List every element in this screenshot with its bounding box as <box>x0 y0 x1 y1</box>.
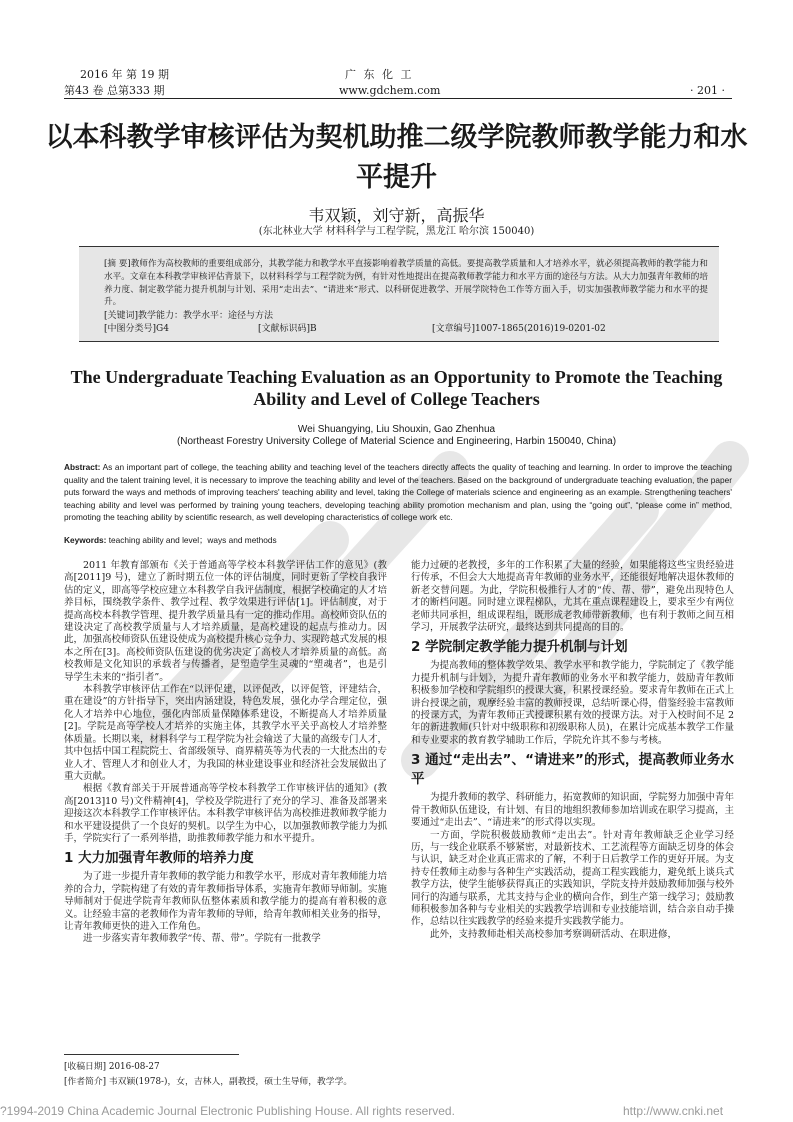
body-paragraph: 根据《教育部关于开展普通高等学校本科教学工作审核评估的通知》(教高[2013]10 号)文件精神[4]，学校及学院进行了充分的学习、准备及部署来迎接这次本科教学工作审核评估。本科教学审核评估为高校推进教师教学能力和水平建设提供了一个良好的契机。以学生为中心，以加强教师教学能力为抓手，学院实行了一系列举措，助推教师教学能力和水平提升。 <box>64 783 388 844</box>
author-bio: [作者简介] 韦双颖(1978-)，女，吉林人，副教授，硕士生导师，教学学。 <box>64 1077 353 1087</box>
body-paragraph: 2011 年教育部颁布《关于普通高等学校本科教学评估工作的意见》(教高[2011]9 号)，建立了新时期五位一体的评估制度，同时更新了学校自我评估的定义，即高等学校应建立本科教学自我评估制度，根据学校确定的人才培养目标，围绕教学条件、教学过程、教学效果进行评估[1]。评估制度，对于提高高校本科教学管理、提升教学质量具有一定的推动作用。高校师资队伍的建设决定了高校教学质量与人才培养质量，是高校建设的起点与推动力。因此，加强高校师资队伍建设使成为高校提升核心竞争力、实现跨越式发展的根本之所在[3]。高校师资队伍建设的优劣决定了高校人才培养质量的高低。高校教师是文化知识的承载者与传播者，是塑造学生灵魂的“塑魂者”，也是引导学生未来的“指引者”。 <box>64 560 388 683</box>
body-paragraph: 本科教学审核评估工作在“以评促建，以评促改，以评促管，评建结合，重在建设”的方针指导下，突出内涵建设，特色发展，强化办学合理定位，强化人才培养中心地位，强化内部质量保障体系建设，不断提高人才培养质量[2]。学院是高等学校人才培养的实施主体，其教学水平关乎高校人才培养整体质量。长期以来，材料科学与工程学院为社会输送了大量的高级专门人才，其中包括中国工程院院士、省部级领导、商界精英等为代表的一大批杰出的专业人才、管理人才和创业人才，为我国的林业建设事业和经济社会发展做出了重大贡献。 <box>64 684 388 782</box>
section-1-heading: 1 大力加强青年教师的培养力度 <box>64 850 254 867</box>
copyright-bar <box>0 1104 793 1120</box>
authors-chinese: 韦双颖，刘守新，高振华 <box>308 206 485 225</box>
abstract-english <box>64 461 732 524</box>
keywords-english <box>64 534 277 546</box>
article-number: [文章编号]1007-1865(2016)19-0201-02 <box>432 324 606 334</box>
document-code: [文献标识码]B <box>258 324 317 334</box>
body-column-left <box>64 560 387 946</box>
classification-number: [中图分类号]G4 <box>104 324 169 334</box>
copyright-notice: ?1994-2019 China Academic Journal Electronic Publishing House. All rights reserved. <box>0 1104 455 1118</box>
body-paragraph: 为提升教师的教学、科研能力，拓宽教师的知识面，学院努力加强中青年骨干教师队伍建设，有计划、有目的地组织教师参加培训或在职学习提高，主要通过“走出去”、“请进来”的形式得以实现。 <box>411 792 735 829</box>
body-paragraph: 进一步落实青年教师教学“传、帮、带”。学院有一批教学 <box>83 933 321 945</box>
affiliation-english: (Northeast Forestry University College of Material Science and Engineering, Harbin 150040, China) <box>176 436 617 447</box>
body-paragraph: 此外，支持教师赴相关高校参加考察调研活动、在职进修， <box>430 928 678 940</box>
keywords-chinese: [关键词]教学能力：教学水平：途径与方法 <box>104 311 274 321</box>
footnote-divider <box>64 1054 239 1055</box>
body-paragraph: 为提高教师的整体教学效果、教学水平和教学能力，学院制定了《教学能力提升机制与计划》，为提升青年教师的业务水平和教学能力，鼓励青年教师积极参加学校和学院组织的授课大赛，积累授课经验。要求青年教师在正式上讲台授课之前，观摩经验丰富的教师授课，总结听课心得，借鉴经验丰富教师的授课方式，为青年教师正式授课积累有效的授课方法。对于入校时间不足 2 年的新进教师(只针对中级职称和初级职称人员)，在累计完成基本教学工作量和专业要求的教育教学辅助工作后，学院允许其不参与考核。 <box>411 660 735 746</box>
received-date: [收稿日期] 2016-08-27 <box>64 1062 160 1072</box>
body-column-right <box>411 560 734 941</box>
title-english: The Undergraduate Teaching Evaluation as an Opportunity to Promote the Teaching Ability and Level of College Teachers <box>70 367 723 409</box>
abstract-english-text: As an important part of college, the teaching ability and teaching level of the teachers directly affects the quality of teaching and learning. In order to improve the teaching quality and the talent training level, it is necessary to improve the teaching ability and level of the teachers. Based on the background of undergraduate teaching evaluation, the paper puts forward the ways and methods of improving teachers' teaching ability and level, taking the College of materials science and engineering as an example. Strengthening teachers' teaching ability and level was performed by training young teachers, developing teaching ability promotion mechanism and plan, using the “going out”, “please come in” method, promoting the teaching ability by scientific research, as well developing characteristics of college work etc. <box>64 462 732 522</box>
title-chinese: 以本科教学审核评估为契机助推二级学院教师教学能力和水平提升 <box>45 122 748 193</box>
page-number: · 201 · <box>690 84 725 97</box>
affiliation-chinese: (东北林业大学 材料科学与工程学院，黑龙江 哈尔滨 150040) <box>258 226 535 237</box>
issue-info: 2016 年 第 19 期 <box>80 68 169 81</box>
volume-info: 第43 卷 总第333 期 <box>64 84 165 97</box>
section-2-heading: 2 学院制定教学能力提升机制与计划 <box>411 639 628 656</box>
authors-english: Wei Shuangying, Liu Shouxin, Gao Zhenhua <box>297 424 496 435</box>
keywords-label: Keywords: <box>64 535 107 545</box>
body-paragraph: 一方面，学院积极鼓励教师“走出去”。针对青年教师缺乏企业学习经历，与一线企业联系不够紧密，对最新技术、工艺流程等方面缺乏切身的体会与认识，缺乏对企业真正需求的了解，不利于日后教学工作的更好开展。为支持专任教师主动参与各种生产实践活动，提高工程实践能力，避免纸上谈兵式教学方法，使学生能够获得真正的实践知识，学院支持并鼓励教师加强与校外同行的沟通与联系，尤其支持与企业的横向合作，到生产第一线学习；鼓励教师积极参加各种与专业相关的实践教学培训和专业技能培训，结合亲自动手操作，总结以往实践教学的经验来提升实践教学能力。 <box>411 829 735 928</box>
header-divider <box>64 98 732 99</box>
body-paragraph: 能力过硬的老教授，多年的工作积累了大量的经验，如果能将这些宝贵经验进行传承，不但会大大地提高青年教师的业务水平，还能很好地解决退休教师的新老交替问题。为此，学院积极推行人才的“传、帮、带”，避免出现特色人才的断档问题。同时建立课程梯队，尤其在重点课程建设上，要求至少有两位老师共同承担，组成课程组，既形成老教师带新教师，也有利于教师之间互相学习，开展教学法研究，最终达到共同提高的目的。 <box>411 560 735 634</box>
journal-name: 广 东 化 工 <box>345 68 414 81</box>
body-paragraph: 为了进一步提升青年教师的教学能力和教学水平，形成对青年教师能力培养的合力，学院构建了有效的青年教师指导体系，实施青年教师导师制。实施导师制对于促进学院青年教师队伍整体素质和教学能力的提高有着积极的意义。让经验丰富的老教师作为青年教师的导师，给青年教师相关业务的指导，让青年教师更快的进入工作角色。 <box>64 871 388 932</box>
section-3-heading: 3 通过“走出去”、“请进来”的形式，提高教师业务水平 <box>411 752 734 788</box>
journal-website: www.gdchem.com <box>339 84 441 97</box>
abstract-label: Abstract: <box>64 462 101 472</box>
keywords-english-text: teaching ability and level；ways and methods <box>106 535 277 545</box>
cnki-link[interactable]: http://www.cnki.net <box>623 1104 724 1118</box>
abstract-chinese: [摘 要]教师作为高校教师的重要组成部分，其教学能力和教学水平直接影响着教学质量的高低。要提高教学质量和人才培养水平，就必须提高教师的教学能力和水平。文章在本科教学审核评估背景下，以材料科学与工程学院为例，有针对性地提出在提高教师教学能力和水平方面的途径与方法。从大力加强青年教师的培养力度、制定教学能力提升机制与计划、采用“走出去”、“请进来”形式、以科研促进教学、开展学院特色工作等方面入手，切实加强教师教学能力和水平的提升。 <box>104 259 708 308</box>
